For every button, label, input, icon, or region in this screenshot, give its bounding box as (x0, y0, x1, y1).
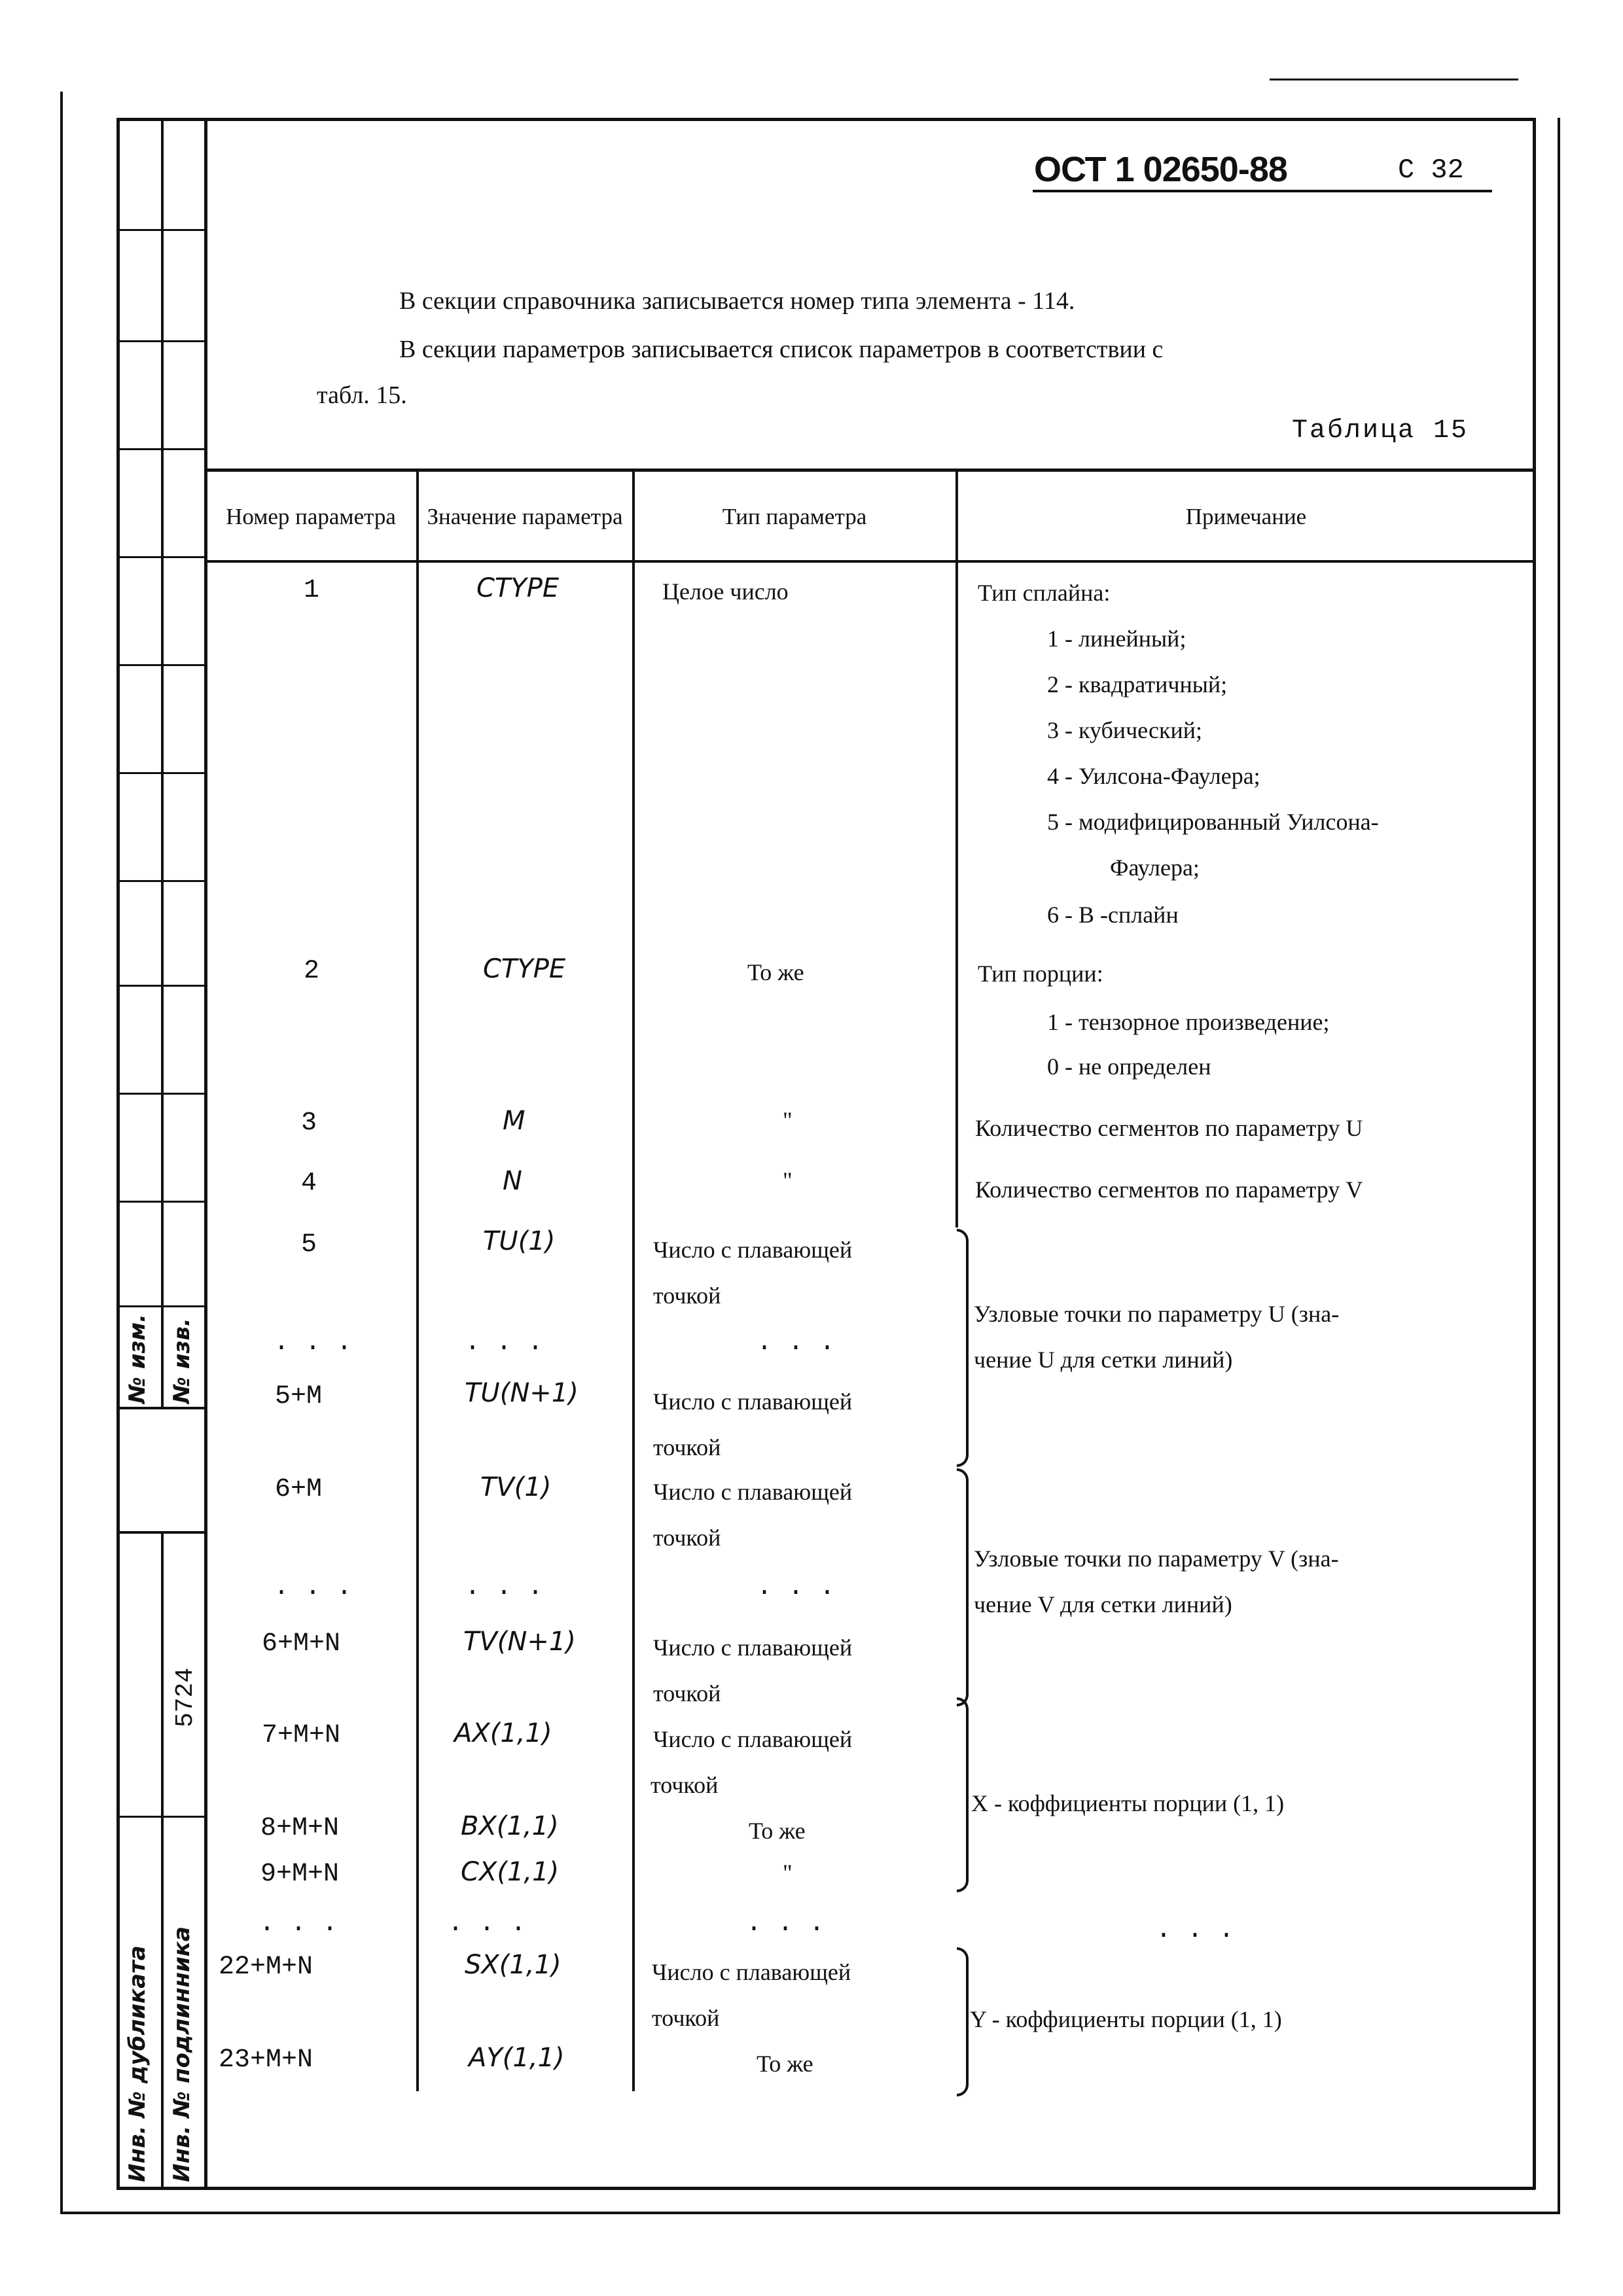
note-portion-item-2: 0 - не определен (1047, 1053, 1211, 1080)
inner-frame-top (116, 118, 1535, 121)
stamp-rule (116, 1407, 205, 1409)
outer-frame-left (60, 92, 63, 2214)
note-segments-u: Количество сегментов по параметру U (975, 1115, 1363, 1141)
row-1-value: CTYPE (476, 573, 560, 603)
row-15-num: 22+M+N (219, 1952, 313, 1982)
col-divider-1 (416, 468, 419, 2091)
note-spline-item-3: 3 - кубический; (1047, 717, 1203, 743)
row-15-value: SX(1,1) (465, 1950, 562, 1980)
stamp-rule (116, 664, 205, 666)
row-3-value: M (503, 1106, 526, 1136)
row-9-value: . . . (465, 1573, 544, 1602)
row-8-value: TV(1) (480, 1472, 552, 1502)
note-knots-v-line-1: Узловые точки по параметру V (зна- (974, 1545, 1339, 1572)
row-6-num: . . . (274, 1328, 353, 1358)
header-param-type: Тип параметра (722, 504, 867, 529)
outer-frame-right (1558, 118, 1560, 2214)
row-10-value: TV(N+1) (463, 1627, 576, 1657)
row-11-type-2: точкой (651, 1772, 719, 1798)
stamp-col-divider-lower (161, 1531, 164, 2189)
row-13-num: 9+M+N (260, 1860, 340, 1889)
document-number: ОСТ 1 02650-88 (1034, 150, 1287, 189)
row-16-type: То же (757, 2051, 813, 2077)
row-3-num: 3 (301, 1108, 317, 1138)
row-1-type: Целое число (662, 578, 789, 605)
row-14-num: . . . (259, 1909, 338, 1939)
stamp-label-izv: № изв. (169, 1318, 195, 1404)
outer-frame-bottom (60, 2212, 1560, 2214)
page-number: С 32 (1398, 154, 1464, 186)
note-knots-v-line-2: чение V для сетки линий) (974, 1591, 1232, 1617)
row-14-value: . . . (448, 1909, 527, 1939)
row-4-type: " (783, 1167, 793, 1193)
row-10-num: 6+M+N (262, 1629, 341, 1659)
row-8-type-2: точкой (653, 1525, 721, 1551)
row-9-num: . . . (274, 1573, 353, 1602)
outer-frame-top (1270, 79, 1518, 80)
row-8-num: 6+M (275, 1475, 323, 1504)
note-dots: . . . (1156, 1916, 1235, 1945)
note-spline-item-5: 5 - модифицированный Уилсона- (1047, 809, 1379, 835)
table-header-rule (204, 560, 1535, 563)
note-knots-u-line-1: Узловые точки по параметру U (зна- (974, 1301, 1340, 1327)
row-14-type: . . . (746, 1909, 825, 1939)
stamp-rule (116, 556, 205, 558)
stamp-rule (116, 985, 205, 987)
header-param-number: Номер параметра (226, 504, 396, 529)
header-param-value: Значение параметра (427, 504, 623, 529)
stamp-label-dubl: Инв. № дубликата (124, 1945, 151, 2182)
inner-frame-bottom (116, 2187, 1535, 2190)
paragraph-2-line-2: табл. 15. (317, 381, 407, 409)
row-7-num: 5+M (275, 1382, 323, 1411)
row-8-type: Число с плавающей (653, 1479, 853, 1505)
stamp-rule (116, 229, 205, 231)
stamp-rule (116, 1816, 205, 1818)
row-4-value: N (503, 1166, 522, 1196)
row-10-type-2: точкой (653, 1680, 721, 1706)
note-segments-v: Количество сегментов по параметру V (975, 1176, 1363, 1203)
brace-coef-x (957, 1697, 969, 1892)
row-12-value: BX(1,1) (461, 1811, 559, 1841)
stamp-rule (116, 1201, 205, 1203)
paragraph-2-line-1: В секции параметров записывается список параметров в соответствии с (399, 336, 1164, 363)
row-7-type-2: точкой (653, 1434, 721, 1460)
row-11-num: 7+M+N (262, 1721, 341, 1750)
row-13-value: CX(1,1) (461, 1857, 560, 1887)
row-12-num: 8+M+N (260, 1814, 340, 1843)
row-5-type-2: точкой (653, 1282, 721, 1309)
note-spline-title: Тип сплайна: (978, 580, 1111, 606)
inner-frame-right (1533, 118, 1536, 2189)
row-11-value: AX(1,1) (454, 1718, 552, 1748)
stamp-podl-value: 5724 (171, 1667, 200, 1727)
row-5-type: Число с плавающей (653, 1237, 853, 1263)
row-13-type: " (783, 1860, 793, 1886)
stamp-rule (116, 1305, 205, 1307)
row-9-type: . . . (757, 1573, 836, 1602)
row-3-type: " (783, 1107, 793, 1133)
stamp-rule (116, 1531, 205, 1534)
note-coef-y: Y - коффициенты порции (1, 1) (970, 2006, 1282, 2032)
stamp-rule (116, 448, 205, 450)
row-7-type: Число с плавающей (653, 1388, 853, 1415)
row-6-value: . . . (465, 1328, 544, 1358)
stamp-rule (116, 772, 205, 774)
row-2-type: То же (747, 959, 804, 985)
stamp-rule (116, 340, 205, 342)
paragraph-1: В секции справочника записывается номер типа элемента - 114. (399, 287, 1075, 315)
note-knots-u-line-2: чение U для сетки линий) (974, 1347, 1233, 1373)
row-5-value: TU(1) (483, 1226, 556, 1256)
row-2-value: CTYPE (483, 954, 566, 984)
inner-frame-left (116, 118, 120, 2189)
note-spline-item-1: 1 - линейный; (1047, 626, 1186, 652)
note-coef-x: X - коффициенты порции (1, 1) (971, 1790, 1285, 1816)
row-1-num: 1 (304, 576, 320, 605)
brace-coef-y (957, 1947, 969, 2096)
brace-knots-u (957, 1229, 969, 1467)
note-portion-item-1: 1 - тензорное произведение; (1047, 1009, 1330, 1035)
stamp-rule (116, 1093, 205, 1095)
table-top-rule (204, 468, 1535, 472)
stamp-label-podl: Инв. № подлинника (169, 1926, 195, 2182)
row-16-num: 23+M+N (219, 2045, 313, 2075)
table-caption: Таблица 15 (1292, 416, 1469, 446)
header-note: Примечание (1185, 504, 1307, 529)
note-spline-item-2: 2 - квадратичный; (1047, 671, 1228, 698)
col-divider-2 (632, 468, 635, 2091)
stamp-rule (116, 880, 205, 882)
note-spline-item-6: 6 - B -сплайн (1047, 902, 1179, 928)
row-12-type: То же (749, 1818, 806, 1844)
stamp-col-right (204, 118, 207, 1544)
row-10-type: Число с плавающей (653, 1634, 853, 1661)
stamp-col-divider (161, 118, 164, 1407)
row-6-type: . . . (757, 1328, 836, 1358)
row-5-num: 5 (301, 1230, 317, 1260)
row-2-num: 2 (304, 957, 320, 986)
row-16-value: AY(1,1) (469, 2043, 565, 2073)
brace-knots-v (957, 1468, 969, 1706)
row-15-type: Число с плавающей (652, 1959, 851, 1985)
stamp-label-izm: № изм. (124, 1313, 151, 1404)
note-portion-title: Тип порции: (978, 961, 1103, 987)
row-11-type: Число с плавающей (653, 1726, 853, 1752)
stamp-col-right-lower (204, 1531, 207, 2189)
document-number-underline (1033, 190, 1492, 192)
note-spline-item-4: 4 - Уилсона-Фаулера; (1047, 763, 1260, 789)
row-7-value: TU(N+1) (465, 1378, 579, 1408)
row-15-type-2: точкой (652, 2005, 720, 2031)
note-spline-item-5-cont: Фаулера; (1110, 855, 1200, 881)
row-4-num: 4 (301, 1169, 317, 1198)
col-divider-3 (955, 468, 958, 1227)
